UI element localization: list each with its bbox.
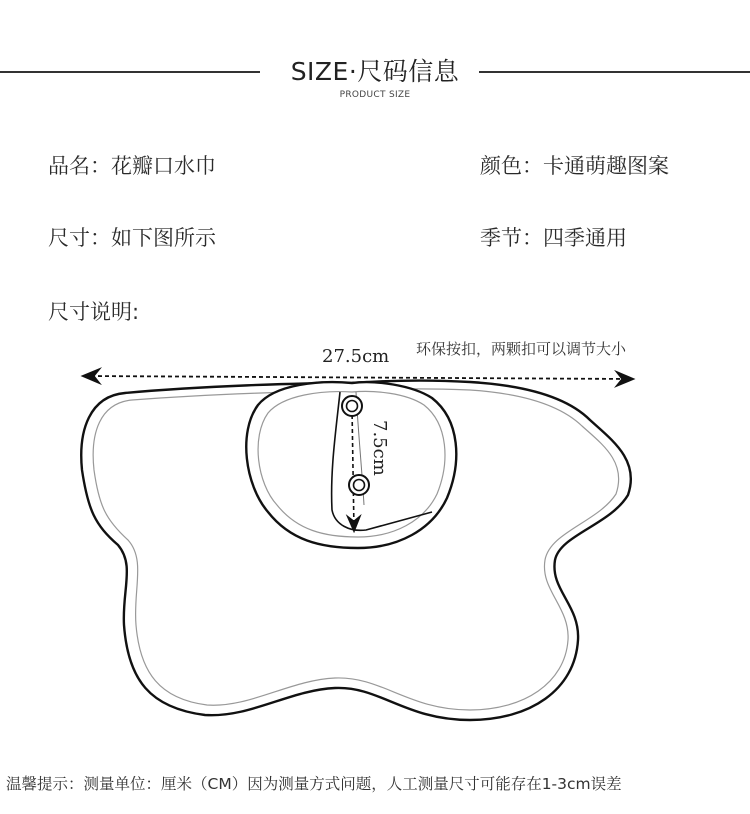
section-subtitle: PRODUCT SIZE <box>339 90 411 100</box>
product-season: 季节：四季通用 <box>480 226 627 250</box>
width-dimension-arrow <box>84 376 632 379</box>
snap-distance-label: 7.5cm <box>369 420 390 476</box>
size-note-heading: 尺寸说明: <box>48 300 140 324</box>
product-name: 品名：花瓣口水巾 <box>48 154 216 178</box>
section-title: SIZE·尺码信息 <box>290 57 460 86</box>
width-label: 27.5cm <box>322 346 390 367</box>
product-size: 尺寸：如下图所示 <box>48 226 216 250</box>
measurement-note: 温馨提示：测量单位：厘米（CM）因为测量方式问题，人工测量尺寸可能存在1-3cm误差 <box>6 775 622 793</box>
product-color: 颜色：卡通萌趣图案 <box>480 154 669 178</box>
snap-button-bottom <box>349 475 369 495</box>
snap-button-top <box>342 396 362 416</box>
snap-note: 环保按扣，两颗扣可以调节大小 <box>416 340 627 358</box>
